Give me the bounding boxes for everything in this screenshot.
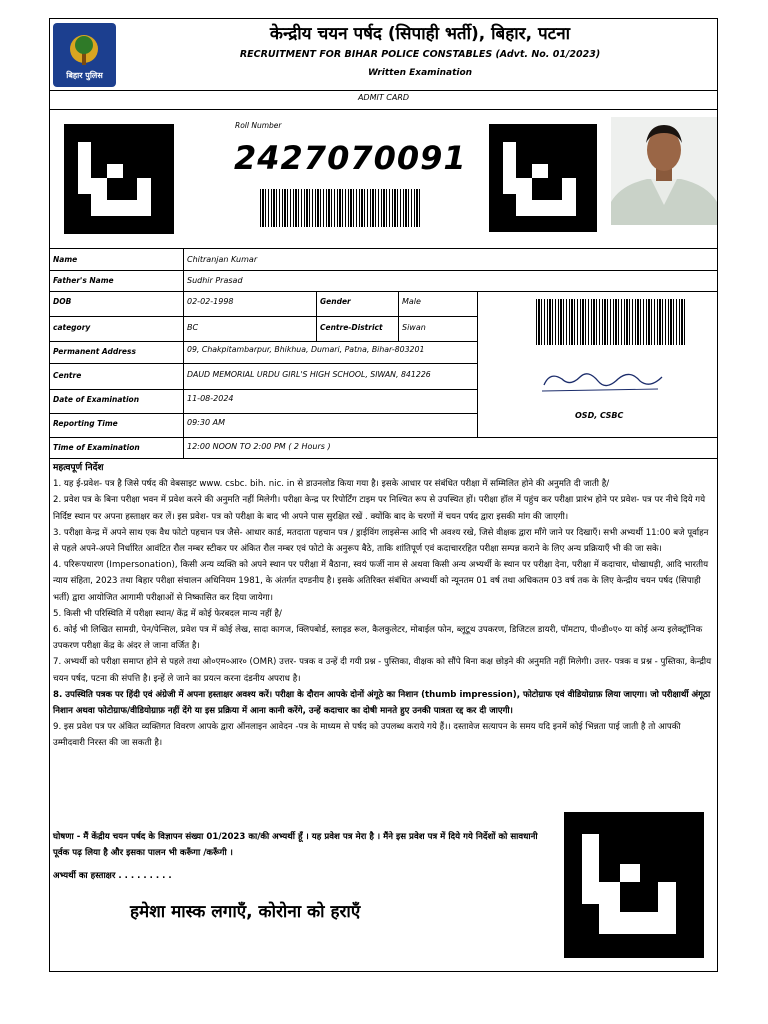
- centre-value: DAUD MEMORIAL URDU GIRL'S HIGH SCHOOL, SIWAN, 841226: [187, 370, 431, 379]
- exam-time-value: 12:00 NOON TO 2:00 PM ( 2 Hours ): [187, 442, 331, 451]
- candidate-photo: [611, 117, 717, 225]
- qr-code-right: [489, 124, 597, 232]
- district-value: Siwan: [402, 323, 426, 332]
- category-label: category: [53, 323, 91, 332]
- gender-value: Male: [402, 297, 421, 306]
- instructions-heading: महत्वपूर्ण निर्देश: [53, 463, 104, 473]
- page-title: केन्द्रीय चयन पर्षद (सिपाही भर्ती), बिहार, पटना: [269, 24, 571, 44]
- person-photo-icon: [611, 117, 717, 225]
- exam-date-value: 11-08-2024: [187, 394, 234, 403]
- instruction-item: 9. इस प्रवेश पत्र पर अंकित व्यक्तिगत विवरण आपके द्वारा ऑनलाइन आवेदन -पत्र के माध्यम से पर्षद को उपलब्ध कराये गये हैं।। दस्तावेज सत्यापन के समय यदि इनमें कोई भिन्नता पाई जाती है तो आपकी उम्मीदवारी निरस्त की जा सकती है।: [53, 722, 681, 749]
- qr-code-bottom: [564, 812, 704, 958]
- father-label: Father's Name: [53, 276, 114, 285]
- dob-label: DOB: [53, 297, 72, 306]
- address-value: 09, Chakpitambarpur, Bhikhua, Dumari, Patna, Bihar-803201: [187, 345, 425, 354]
- instruction-item: 6. कोई भी लिखित सामग्री, पेन/पेन्सिल, प्रवेश पत्र में कोई लेख, सादा कागज, क्लिपबोर्ड, स्लाइड रूल, कैलकुलेटर, मोबाईल फोन, ब्लूटूथ उपकरण, डिजिटल डायरी, पॉमटाप, पी०डी०ए० या कोई अन्य इलेक्ट्रॉनिक उपकरण परीक्षा केंद्र के अंदर ले जाना वर्जित है।: [53, 625, 703, 652]
- instruction-item: 8. उपस्थिति पत्रक पर हिंदी एवं अंग्रेजी में अपना हस्ताक्षर अवश्य करें। परीक्षा के दौरान आपके दोनों अंगूठे का निशान (thumb impression), फोटोग्राफ एवं वीडियोग्राफ़ लिया जाएगा। जो परीक्षार्थी अंगूठा निशान अथवा फोटोग्राफ/वीडियोग्राफ़ नहीं देंगे या इस प्रक्रिया में आना कानी करेंगे, उन्हें कदाचार का दोषी मानते हुए उनकी पात्रता रद्द कर दी जाएगी।: [53, 689, 711, 717]
- roll-number-label: Roll Number: [235, 121, 282, 130]
- instruction-item: 4. परिरूपधारण (Impersonation), किसी अन्य व्यक्ति को अपने स्थान पर परीक्षा में बैठाना, स्वयं फर्जी नाम से अथवा किसी अन्य अभ्यर्थी के स्थान पर परीक्षा देना, परीक्षा में कदाचार, धोखाधड़ी, आदि भारतीय न्याय संहिता, 2023 तथा बिहार परीक्षा संचालन अधिनियम 1981, के अंतर्गत दण्डनीय है। इसके अतिरिक्त संबंधित अभ्यर्थी को न्यूनतम 01 वर्ष तथा अधिकतम 03 वर्ष तक के लिए केन्द्रीय चयन पर्षद (सिपाही भर्ती) द्वारा आयोजित आगामी परीक्षाओं से निष्कासित कर दिया जायेगा।: [53, 560, 709, 603]
- instruction-item: 5. किसी भी परिस्थिति में परीक्षा स्थान/ केंद्र में कोई फेरबदल मान्य नहीं है/: [53, 608, 282, 619]
- roll-number: 2427070091: [234, 139, 467, 177]
- bihar-police-logo: [53, 23, 116, 87]
- district-label: Centre-District: [320, 323, 383, 332]
- exam-date-label: Date of Examination: [53, 395, 140, 404]
- exam-time-label: Time of Examination: [53, 443, 140, 452]
- logo-text: बिहार पुलिस: [66, 71, 103, 80]
- candidate-signature-label: अभ्यर्थी का हस्ताक्षर . . . . . . . . .: [53, 871, 172, 881]
- exam-title: Written Examination: [367, 68, 473, 78]
- dob-value: 02-02-1998: [187, 297, 234, 306]
- category-value: BC: [187, 323, 199, 332]
- gender-label: Gender: [320, 297, 351, 306]
- qr-code-left: [64, 124, 174, 234]
- father-value: Sudhir Prasad: [187, 276, 243, 285]
- instruction-item: 2. प्रवेश पत्र के बिना परीक्षा भवन में प्रवेश करने की अनुमति नहीं मिलेगी। परीक्षा केन्द्र पर रिपोर्टिंग टाइम पर निश्चित रूप से उपस्थित हों। परीक्षा हॉल में पहुंच कर परीक्षा प्रारंभ होने पर प्रवेश- पत्र पर नीचे दिये गये निर्दिष्ट स्थान पर अपना हस्ताक्षर कर लें। इस प्रवेश- पत्र को परीक्षा के बाद भी अपने पास सुरक्षित रखें . क्योंकि बाद के चरणों में चयन पर्षद द्वारा इसकी मांग की जाएगी।: [53, 495, 706, 522]
- declaration-text: घोषणा - मैं केंद्रीय चयन पर्षद के विज्ञापन संख्या 01/2023 का/की अभ्यर्थी हूँ । यह प्रवेश पत्र मेरा है । मैंने इस प्रवेश पत्र में दिये गये निर्देशों को सावधानी पूर्वक पढ़ लिया है और इसका पालन भी करूँगा /करूँगी ।: [53, 832, 538, 858]
- reporting-time-label: Reporting Time: [53, 419, 118, 428]
- details-barcode: [536, 299, 686, 345]
- instruction-item: 7. अभ्यर्थी को परीक्षा समाप्त होने से पहले तथा ओ०एम०आर० (OMR) उत्तर- पत्रक व उन्हें दी गयी प्रश्न - पुस्तिका, वीक्षक को सौंपे बिना कक्ष छोड़ने की अनुमति नहीं मिलेगी। उत्तर- पत्रक व प्रश्न - पुस्तिका, केन्द्रीय चयन पर्षद, पटना की संपत्ति है। इन्हें ले जाने का प्रयत्न करना दंडनीय अपराध है।: [53, 657, 712, 684]
- name-label: Name: [53, 255, 78, 264]
- instructions: [53, 460, 715, 752]
- roll-barcode: [260, 189, 420, 227]
- admit-card-title: ADMIT CARD: [357, 93, 410, 102]
- centre-label: Centre: [53, 371, 82, 380]
- address-label: Permanent Address: [53, 347, 136, 356]
- name-value: Chitranjan Kumar: [187, 255, 258, 264]
- osd-signature-icon: [540, 365, 670, 397]
- instruction-item: 1. यह ई-प्रवेश- पत्र है जिसे पर्षद की वेबसाइट www. csbc. bih. nic. in से डाउनलोड किया गया है। इसके आधार पर संबंधित परीक्षा में सम्मिलित होने की अनुमति दी जाती है/: [53, 479, 610, 490]
- admit-card: [49, 18, 718, 972]
- reporting-time-value: 09:30 AM: [187, 418, 225, 427]
- recruitment-subtitle: RECRUITMENT FOR BIHAR POLICE CONSTABLES (Advt. No. 01/2023): [239, 49, 601, 60]
- osd-designation: OSD, CSBC: [575, 411, 624, 420]
- mask-slogan: हमेशा मास्क लगाएँ, कोरोना को हराएँ: [130, 902, 361, 922]
- instruction-item: 3. परीक्षा केन्द्र में अपने साथ एक वैध फोटो पहचान पत्र जैसे- आधार कार्ड, मतदाता पहचान पत्र / ड्राईविंग लाइसेन्स आदि भी अवश्य रखे, जिसे वीक्षक द्वारा माँगे जाने पर दिखाएँ। सभी अभ्यर्थी 11:00 बजे पूर्वाहन से पहले अपने-अपने निर्धारित आवंटित रौल नम्बर स्टीकर पर अंकित रौल नम्बर एवं फोटो के अनुरूप बैठे, ताकि शांतिपूर्ण एवं कदाचाररहित परीक्षा सम्पन्न कराने के लिए अन्य प्रक्रियाएँ भी की जा सके।: [53, 527, 709, 555]
